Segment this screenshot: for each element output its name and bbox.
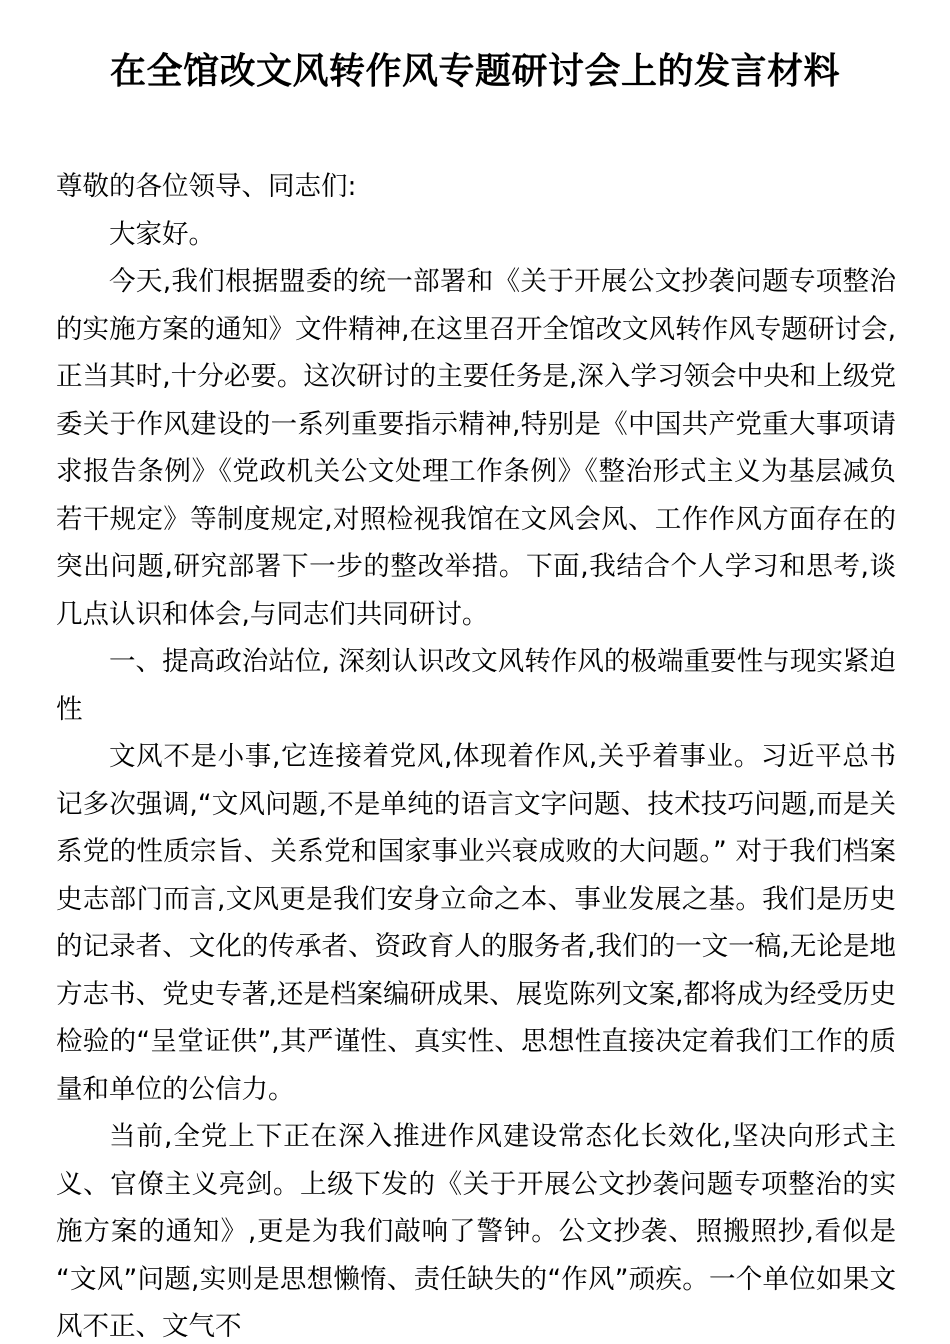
section-1-paragraph-2: 当前,全党上下正在深入推进作风建设常态化长效化,坚决向形式主义、官僚主义亮剑。上级下发的《关于开展公文抄袭问题专项整治的实施方案的通知》,更是为我们敲响了警钟。公文抄袭、照搬照抄,看似是“文风”问题,实则是思想懒惰、责任缺失的“作风”顽疾。一个单位如果文风不正、文气不 [56, 1121, 896, 1342]
document-body [56, 163, 896, 1344]
section-heading-1: 一、提高政治站位, 深刻认识改文风转作风的极端重要性与现实紧迫性 [56, 646, 896, 725]
page-title: 在全馆改文风转作风专题研讨会上的发言材料 [109, 51, 840, 92]
opening-paragraph: 今天,我们根据盟委的统一部署和《关于开展公文抄袭问题专项整治的实施方案的通知》文件精神,在这里召开全馆改文风转作风专题研讨会,正当其时,十分必要。这次研讨的主要任务是,深入学习领会中央和上级党委关于作风建设的一系列重要指示精神,特别是《中国共产党重大事项请求报告条例》《党政机关公文处理工作条例》《整治形式主义为基层减负若干规定》等制度规定,对照检视我馆在文风会风、工作作风方面存在的突出问题,研究部署下一步的整改举措。下面,我结合个人学习和思考,谈几点认识和体会,与同志们共同研讨。 [56, 266, 896, 630]
section-1-paragraph-1: 文风不是小事,它连接着党风,体现着作风,关乎着事业。习近平总书记多次强调,“文风问题,不是单纯的语言文字问题、技术技巧问题,而是关系党的性质宗旨、关系党和国家事业兴衰成败的大问题。” 对于我们档案史志部门而言,文风更是我们安身立命之本、事业发展之基。我们是历史的记录者、文化的传承者、资政育人的服务者,我们的一文一稿,无论是地方志书、党史专著,还是档案编研成果、展览陈列文案,都将成为经受历史检验的“呈堂证供”,其严谨性、真实性、思想性直接决定着我们工作的质量和单位的公信力。 [56, 741, 896, 1105]
salutation: 尊敬的各位领导、同志们: [56, 171, 357, 202]
greeting-paragraph: 大家好。 [109, 218, 215, 250]
